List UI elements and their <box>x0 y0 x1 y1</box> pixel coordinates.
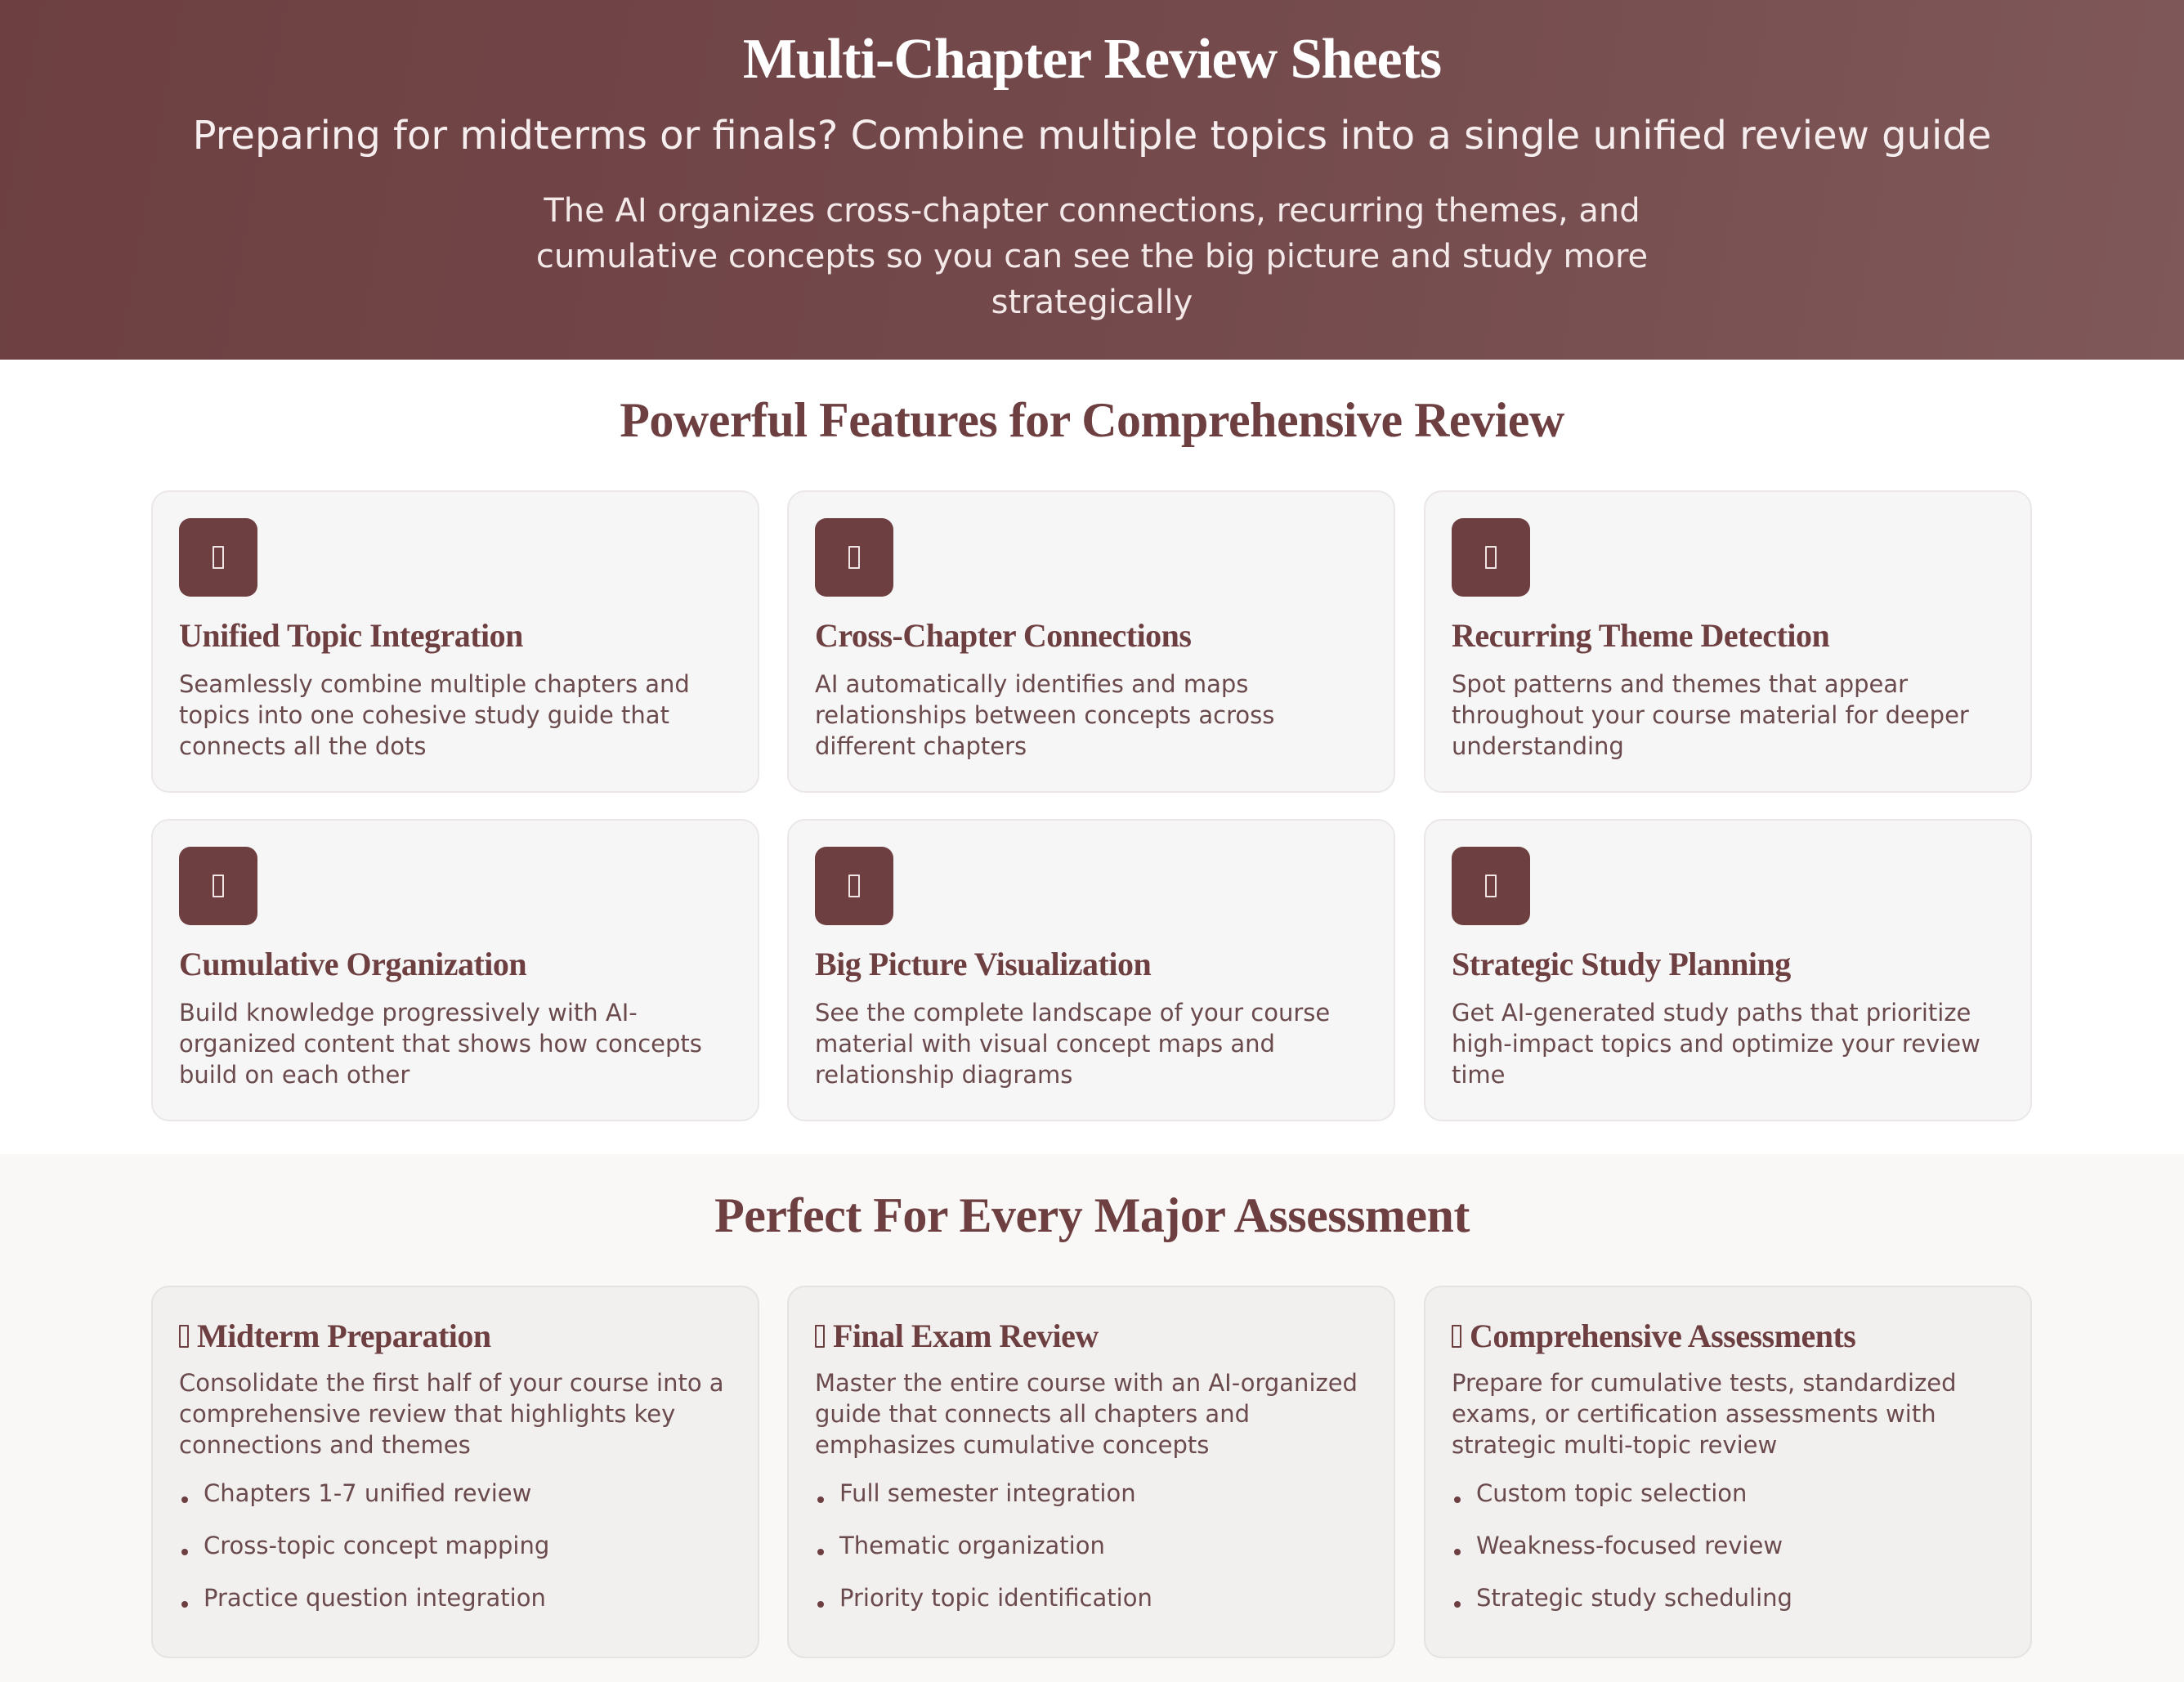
map-icon <box>815 847 893 925</box>
feature-title: Unified Topic Integration <box>179 617 523 654</box>
assessment-card-final-exam <box>787 1286 1395 1658</box>
feature-card-cross-chapter-connections <box>787 490 1395 793</box>
assessment-title-text: Comprehensive Assessments <box>1470 1317 1856 1354</box>
list-item <box>179 1529 736 1581</box>
hero-subtitle: Preparing for midterms or finals? Combine multiple topics into a single unified review guide <box>192 113 1992 159</box>
graduation-icon <box>815 1325 825 1348</box>
list-item <box>1452 1581 2009 1634</box>
feature-description: AI automatically identifies and maps relationships between concepts across different chapters <box>815 670 1275 760</box>
bullet-icon <box>1454 1601 1461 1608</box>
bullet-icon <box>181 1496 188 1503</box>
feature-description: See the complete landscape of your course material with visual concept maps and relationship diagrams <box>815 999 1331 1089</box>
assessment-list <box>815 1477 1372 1634</box>
repeat-icon <box>1452 518 1530 597</box>
target-icon <box>1452 847 1530 925</box>
assessment-list <box>1452 1477 2009 1634</box>
list-item-text: Practice question integration <box>204 1584 546 1612</box>
assessment-description: Master the entire course with an AI-organized guide that connects all chapters and emphasizes cumulative concepts <box>815 1369 1358 1459</box>
page-title: Multi-Chapter Review Sheets <box>742 28 1442 91</box>
list-item <box>1452 1529 2009 1581</box>
feature-card-strategic-study-planning <box>1424 819 2032 1121</box>
clipboard-icon <box>1452 1325 1461 1348</box>
bullet-icon <box>1454 1496 1461 1503</box>
layers-icon <box>179 847 257 925</box>
list-item <box>179 1581 736 1634</box>
feature-title: Recurring Theme Detection <box>1452 617 1830 654</box>
bullet-icon <box>817 1496 824 1503</box>
hero-banner <box>0 0 2184 360</box>
assessment-list <box>179 1477 736 1634</box>
puzzle-icon <box>179 518 257 597</box>
list-item-text: Cross-topic concept mapping <box>204 1532 550 1559</box>
feature-title: Strategic Study Planning <box>1452 946 1791 982</box>
feature-description: Seamlessly combine multiple chapters and topics into one cohesive study guide that connects all the dots <box>179 670 690 760</box>
feature-title: Cumulative Organization <box>179 946 527 982</box>
feature-card-unified-topic-integration <box>151 490 759 793</box>
assessment-card-midterm <box>151 1286 759 1658</box>
assessment-title <box>815 1315 1377 1358</box>
bullet-icon <box>817 1601 824 1608</box>
bullet-icon <box>1454 1549 1461 1555</box>
list-item-text: Thematic organization <box>839 1532 1105 1559</box>
feature-card-recurring-theme-detection <box>1424 490 2032 793</box>
feature-title: Cross-Chapter Connections <box>815 617 1192 654</box>
feature-card-big-picture-visualization <box>787 819 1395 1121</box>
features-heading: Powerful Features for Comprehensive Review <box>620 393 1564 447</box>
list-item <box>179 1477 736 1529</box>
list-item <box>815 1581 1372 1634</box>
list-item <box>815 1477 1372 1529</box>
list-item-text: Custom topic selection <box>1476 1479 1748 1507</box>
bullet-icon <box>181 1549 188 1555</box>
assessment-card-comprehensive <box>1424 1286 2032 1658</box>
feature-description: Build knowledge progressively with AI-organized content that shows how concepts build on each other <box>179 999 702 1089</box>
list-item-text: Priority topic identification <box>839 1584 1152 1612</box>
list-item-text: Strategic study scheduling <box>1476 1584 1792 1612</box>
feature-card-cumulative-organization <box>151 819 759 1121</box>
list-item <box>1452 1477 2009 1529</box>
list-item <box>815 1529 1372 1581</box>
book-icon <box>179 1325 189 1348</box>
bullet-icon <box>181 1601 188 1608</box>
list-item-text: Weakness-focused review <box>1476 1532 1783 1559</box>
hero-description: The AI organizes cross-chapter connections, recurring themes, and cumulative concepts so you can see the big picture and study more strategically <box>535 192 1649 321</box>
assessment-title-text: Final Exam Review <box>833 1317 1099 1354</box>
assessment-title-text: Midterm Preparation <box>197 1317 491 1354</box>
assessment-description: Consolidate the first half of your course into a comprehensive review that highlights key connections and themes <box>179 1369 724 1459</box>
list-item-text: Chapters 1-7 unified review <box>204 1479 532 1507</box>
assessment-description: Prepare for cumulative tests, standardized exams, or certification assessments with strategic multi-topic review <box>1452 1369 1957 1459</box>
feature-description: Get AI-generated study paths that prioritize high-impact topics and optimize your review time <box>1452 999 1980 1089</box>
assessment-title <box>179 1315 741 1358</box>
feature-description: Spot patterns and themes that appear throughout your course material for deeper understanding <box>1452 670 1969 760</box>
assessment-title <box>1452 1315 2014 1358</box>
feature-title: Big Picture Visualization <box>815 946 1152 982</box>
assessments-heading: Perfect For Every Major Assessment <box>714 1188 1470 1242</box>
list-item-text: Full semester integration <box>839 1479 1136 1507</box>
bullet-icon <box>817 1549 824 1555</box>
link-icon <box>815 518 893 597</box>
